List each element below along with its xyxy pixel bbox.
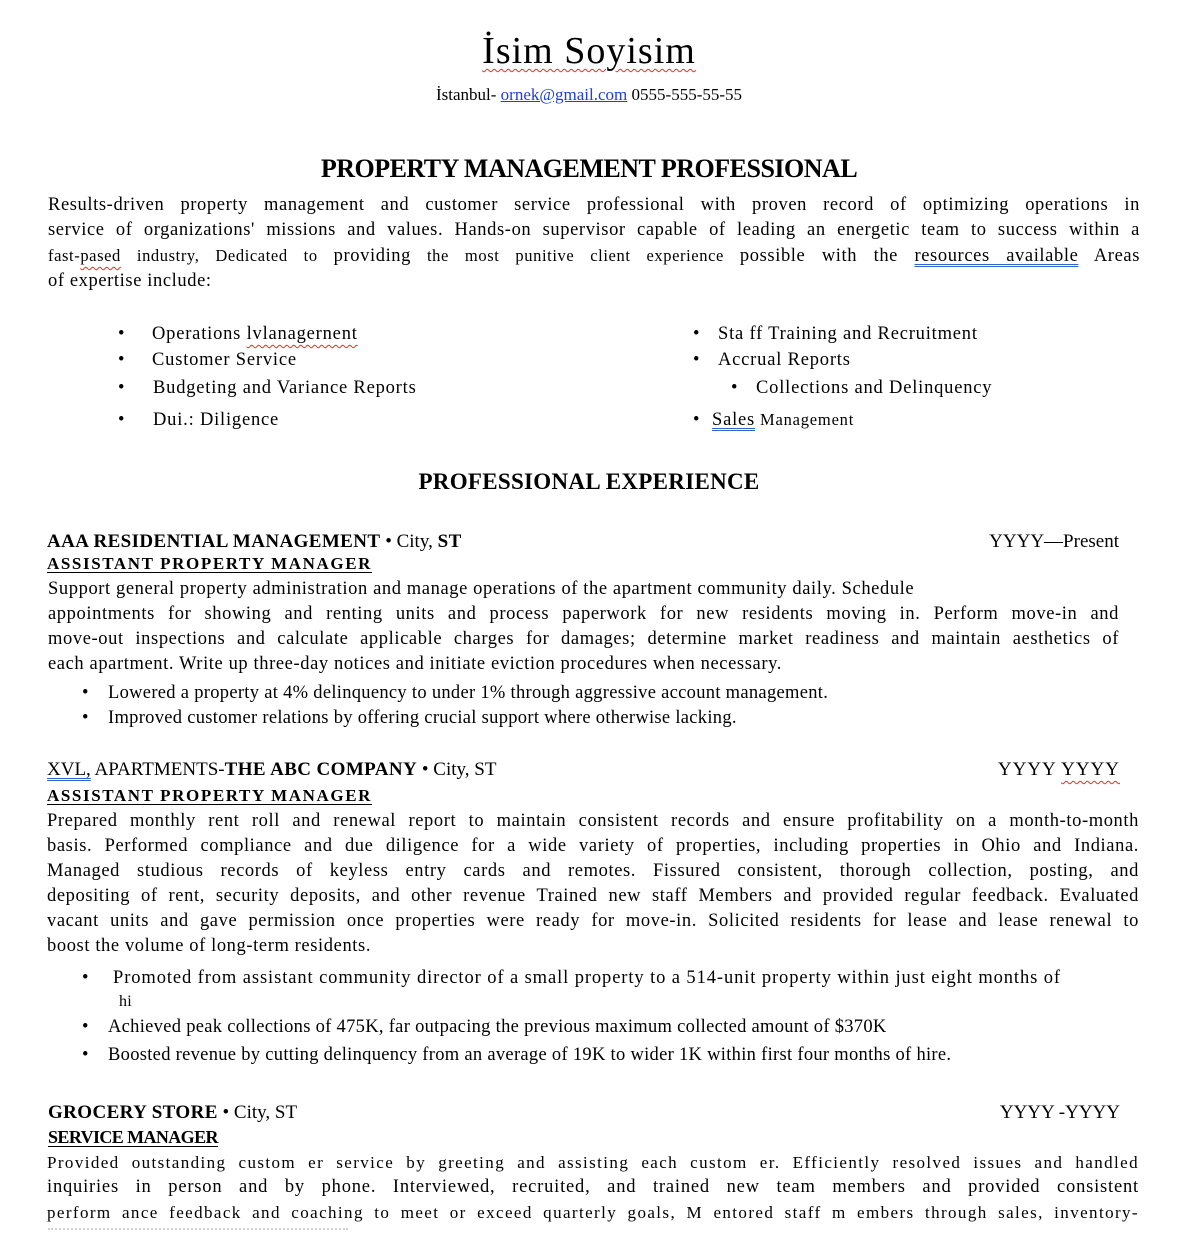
bullet-icon: •: [118, 350, 126, 370]
skill-item: • Budgeting and Variance Reports: [118, 378, 417, 398]
summary-line: of expertise include:: [48, 271, 212, 291]
summary-paragraph: [48, 193, 1140, 294]
job-bullet: • Achieved peak collections of 475K, far outpacing the previous maximum collected amount of $370K: [82, 1017, 887, 1037]
grammar-flag: XVL,: [47, 759, 91, 780]
bullet-icon: •: [118, 378, 126, 398]
summary-line: fast-pased industry, Dedicated to providing the most punitive client experience possible with the resources available Areas: [48, 246, 1140, 266]
job-description: Provided outstanding custom er service by greeting and assisting each custom er. Efficiently resolved issues and handled inquiries in person and by phone. Interviewed, recruited, and trained new team members and provided consistent perform ance feedback and coaching to meet or exceed quarterly goals, M entored staff m embers through sales, inventory-: [47, 1153, 1139, 1222]
bullet-icon: •: [693, 350, 701, 370]
summary-line: service of organizations' missions and values. Hands-on supervisor capable of leading an energetic team to success within a: [48, 220, 1140, 240]
grammar-flag: • Sales: [693, 410, 756, 430]
company-name: GROCERY STORE: [48, 1102, 218, 1123]
job-dates: YYYY -YYYY: [999, 1102, 1120, 1123]
job-bullet: • Promoted from assistant community director of a small property to a 514-unit property within just eight months of: [82, 968, 1061, 988]
skill-item: • Sta ff Training and Recruitment: [693, 324, 978, 344]
bullet-icon: •: [118, 324, 126, 344]
bullet-icon: •: [731, 378, 739, 398]
bullet-icon: •: [82, 708, 89, 728]
spellcheck-flag: pased: [80, 246, 121, 265]
job-description: Support general property administration and manage operations of the apartment community daily. Schedule appointments for showing and renting units and process paperwork for new residents moving in. Perform move-in and move-out inspections and calculate applicable charges for damages; determine market readiness and maintain aesthetics of each apartment. Write up three-day notices and initiate eviction procedures when necessary.: [48, 579, 1119, 674]
spellcheck-flag: lvlanagernent: [246, 324, 358, 344]
summary-title: PROPERTY MANAGEMENT PROFESSIONAL: [320, 154, 858, 183]
skill-item: • Sales Management: [693, 410, 855, 430]
job-dates: YYYY—Present: [989, 531, 1119, 552]
company-name: AAA RESIDENTIAL MANAGEMENT: [47, 531, 381, 552]
bullet-icon: •: [82, 968, 90, 988]
grammar-flag: resources available: [914, 246, 1079, 266]
contact-phone: 0555-555-55-55: [631, 85, 743, 104]
job-bullet: • Boosted revenue by cutting delinquency from an average of 19K to wider 1K within first four months of hire.: [82, 1045, 952, 1065]
job-header: AAA RESIDENTIAL MANAGEMENT • City, ST: [47, 531, 462, 552]
candidate-name-text: İsim Soyisim: [482, 30, 696, 72]
skill-item: • Dui.: Diligence: [118, 410, 280, 430]
bullet-icon: •: [693, 324, 701, 344]
spellcheck-flag: YYYY: [1061, 759, 1120, 780]
skill-item: • Collections and Delinquency: [731, 378, 993, 398]
job-dates: YYYY YYYY: [997, 759, 1120, 780]
skill-item: • Customer Service: [118, 350, 297, 370]
job-bullet: • Lowered a property at 4% delinquency to under 1% through aggressive account management.: [82, 683, 829, 703]
job-description: Prepared monthly rent roll and renewal report to maintain consistent records and ensure profitability on a month-to-month basis. Performed compliance and due diligence for a wide variety of properties, including properties in Ohio and Indiana. Managed studious records of keyless entry cards and remotes. Fissured consistent, thorough collection, posting, and depositing of rent, security deposits, and other revenue Trained new staff Members and provided regular feedback. Evaluated vacant units and gave permission once properties were ready for move-in. Solicited residents for lease and lease renewal to boost the volume of long-term residents.: [47, 811, 1139, 956]
job-header: XVL, APARTMENTS-THE ABC COMPANY • City, ST: [47, 759, 497, 780]
summary-line: Results-driven property management and customer service professional with proven record of optimizing operations in: [48, 195, 1140, 215]
company-name: THE ABC COMPANY: [224, 759, 418, 780]
skill-item: • Accrual Reports: [693, 350, 851, 370]
bullet-icon: •: [693, 410, 701, 430]
experience-title: PROFESSIONAL EXPERIENCE: [418, 469, 760, 494]
job-role: ASSISTANT PROPERTY MANAGER: [47, 786, 373, 805]
job-bullet: • Improved customer relations by offering crucial support where otherwise lacking.: [82, 708, 737, 728]
contact-city: İstanbul-: [435, 85, 497, 104]
bullet-icon: •: [82, 683, 89, 703]
job-bullet-continuation: hi: [119, 993, 133, 1010]
bullet-icon: •: [118, 410, 126, 430]
contact-line: [0, 84, 1178, 106]
job-role: ASSISTANT PROPERTY MANAGER: [47, 554, 373, 573]
candidate-name: [0, 26, 1178, 76]
cut-off-line: [48, 1228, 348, 1236]
bullet-icon: •: [82, 1017, 89, 1037]
email-link[interactable]: ornek@gmail.com: [500, 85, 628, 104]
bullet-icon: •: [82, 1045, 89, 1065]
skill-item: • Operations lvlanagernent: [118, 324, 358, 344]
job-role: SERVICE MANAGER: [48, 1127, 218, 1147]
job-header: GROCERY STORE • City, ST: [48, 1102, 298, 1123]
